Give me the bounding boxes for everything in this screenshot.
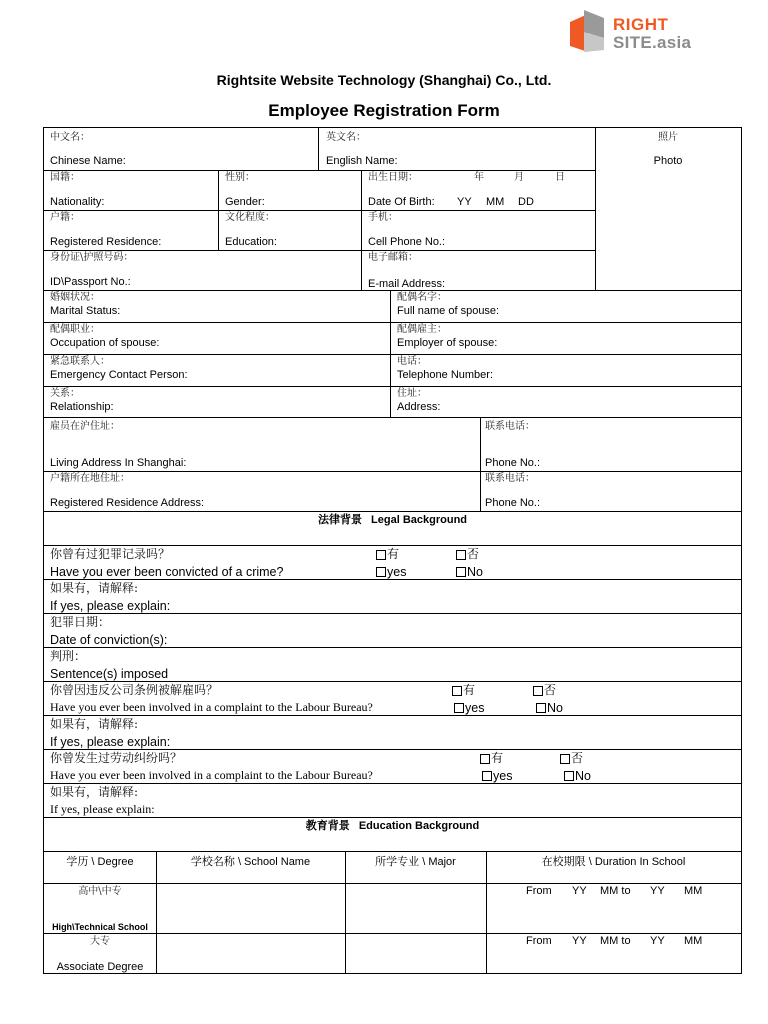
spouse-occ-label-cn: 配偶职业： [50,324,100,335]
gender-label: Gender: [225,196,265,208]
english-name-label: English Name: [326,155,398,167]
email-label: E-mail Address: [368,278,446,290]
q1-no-cn-label: 否 [467,547,480,561]
q1-no-label: No [467,565,483,579]
col-degree-header: 学历 \ Degree [66,856,134,868]
q1-label-cn: 你曾有过犯罪记录吗？ [50,547,171,561]
education-label-cn: 文化程度： [225,212,275,223]
q3-yes-cn-label: 有 [491,751,504,765]
q3-no-cn-checkbox[interactable] [560,754,570,764]
q3-yes-cn-checkbox[interactable] [480,754,490,764]
row2-degree-cn: 大专 [90,936,110,947]
id-label-cn: 身份证\护照号码： [50,252,134,263]
conv-date-label: Date of conviction(s): [50,633,168,647]
q2-label-cn: 你曾因违反公司条例被解雇吗？ [50,683,219,697]
q2-yes-cn-checkbox[interactable] [452,686,462,696]
explain2-label: If yes, please explain: [50,735,171,749]
sentence-label-cn: 判刑： [50,649,87,663]
row2-to-mm: MM [684,935,703,947]
photo-label-cn: 照片 [658,132,678,143]
gender-label-cn: 性别： [225,172,255,183]
emergency-label-cn: 紧急联系人： [50,356,110,367]
spouse-emp-label: Employer of spouse: [397,337,498,349]
relation-label: Relationship: [50,401,114,413]
residence-label-cn: 户籍： [50,212,80,223]
spouse-emp-label-cn: 配偶雇主： [397,324,447,335]
marital-label-cn: 婚姻状况： [50,292,100,303]
spouse-name-label-cn: 配偶名字： [397,292,447,303]
relation-label-cn: 关系： [50,388,80,399]
living-addr-label-cn: 雇员在沪住址： [50,421,120,432]
logo-text-site: SITE.asia [613,33,692,52]
row2-degree: Associate Degree [56,961,144,973]
phone2-label: Phone No.: [485,497,541,509]
dob-day-cn: 日 [555,172,565,183]
company-logo [566,8,726,56]
education-header-cn: 教育背景 [305,819,350,832]
dob-mm: MM [486,196,505,208]
education-header-en: Education Background [358,820,480,832]
living-addr-label: Living Address In Shanghai: [50,457,187,469]
q3-no-label: No [575,769,591,783]
phone2-label-cn: 联系电话： [485,473,535,484]
explain3-label-cn: 如果有，请解释: [50,785,139,799]
form-title: Employee Registration Form [268,101,500,120]
q2-no-label: No [547,701,563,715]
legal-header-en: Legal Background [371,514,468,526]
row1-to-yy: YY [650,885,665,897]
row1-to-mm: MM [684,885,703,897]
education-header [44,820,741,832]
logo-text-right: RIGHT [613,15,669,34]
q2-yes-label: yes [465,701,485,715]
q1-yes-label: yes [387,565,407,579]
tel-label-cn: 电话： [397,356,427,367]
residence-label: Registered Residence: [50,236,162,248]
explain2-label-cn: 如果有，请解释: [50,717,139,731]
q2-yes-checkbox[interactable] [454,703,464,713]
q2-label: Have you ever been involved in a complaint to the Labour Bureau? [50,700,373,714]
q1-no-checkbox[interactable] [456,567,466,577]
nationality-label-cn: 国籍： [50,172,80,183]
q3-yes-checkbox[interactable] [482,771,492,781]
address-label: Address: [397,401,441,413]
dob-year-cn: 年 [474,172,484,183]
col-duration-header: 在校期限 \ Duration In School [541,856,686,868]
row2-from-yy: YY [572,935,587,947]
row2-to-yy: YY [650,935,665,947]
chinese-name-label: Chinese Name: [50,155,126,167]
row2-from: From [526,935,552,947]
phone1-label-cn: 联系电话： [485,421,535,432]
english-name-label-cn: 英文名： [326,132,366,143]
tel-label: Telephone Number: [397,369,494,381]
dob-label-cn: 出生日期： [368,172,418,183]
marital-label: Marital Status: [50,305,121,317]
explain1-label-cn: 如果有，请解释: [50,581,139,595]
q2-yes-cn-label: 有 [463,683,476,697]
logo-mark-icon [566,8,608,54]
q3-label: Have you ever been involved in a complaint to the Labour Bureau? [50,768,373,782]
row1-degree: High\Technical School [52,922,148,932]
q2-no-cn-label: 否 [544,683,557,697]
email-label-cn: 电子邮箱： [368,252,418,263]
legal-header-cn: 法律背景 [317,513,362,526]
q1-yes-cn-label: 有 [387,547,400,561]
q2-no-checkbox[interactable] [536,703,546,713]
q2-no-cn-checkbox[interactable] [533,686,543,696]
conv-date-label-cn: 犯罪日期： [50,615,111,629]
chinese-name-label-cn: 中文名： [50,132,90,143]
cell-label: Cell Phone No.: [368,236,446,248]
dob-month-cn: 月 [514,172,524,183]
q3-no-checkbox[interactable] [564,771,574,781]
legal-header [44,514,741,526]
dob-label: Date Of Birth: [368,196,435,208]
photo-label: Photo [653,155,683,167]
explain3-label: If yes, please explain: [50,802,155,816]
q3-no-cn-label: 否 [571,751,584,765]
q1-yes-checkbox[interactable] [376,567,386,577]
sentence-label: Sentence(s) imposed [50,667,169,681]
reg-addr-label: Registered Residence Address: [50,497,205,509]
registration-form [43,127,742,974]
dob-yy: YY [457,196,472,208]
row1-degree-cn: 高中\中专 [78,886,122,897]
explain1-label: If yes, please explain: [50,599,171,613]
phone1-label: Phone No.: [485,457,541,469]
q1-label: Have you ever been convicted of a crime? [50,565,284,579]
id-label: ID\Passport No.: [50,276,131,288]
address-label-cn: 住址： [397,388,427,399]
col-major-header: 所学专业 \ Major [375,856,456,868]
row1-from-yy: YY [572,885,587,897]
education-label: Education: [225,236,277,248]
spouse-occ-label: Occupation of spouse: [50,337,160,349]
reg-addr-label-cn: 户籍所在地住址： [50,473,130,484]
col-school-header: 学校名称 \ School Name [190,856,311,868]
dob-dd: DD [518,196,534,208]
spouse-name-label: Full name of spouse: [397,305,500,317]
company-name: Rightsite Website Technology (Shanghai) Co., Ltd. [216,72,552,88]
q3-label-cn: 你曾发生过劳动纠纷吗？ [50,751,183,765]
cell-label-cn: 手机： [368,212,398,223]
row1-from: From [526,885,552,897]
q1-no-cn-checkbox[interactable] [456,550,466,560]
emergency-label: Emergency Contact Person: [50,369,188,381]
row1-mm-to: MM to [600,885,631,897]
q1-yes-cn-checkbox[interactable] [376,550,386,560]
row2-mm-to: MM to [600,935,631,947]
nationality-label: Nationality: [50,196,105,208]
q3-yes-label: yes [493,769,513,783]
